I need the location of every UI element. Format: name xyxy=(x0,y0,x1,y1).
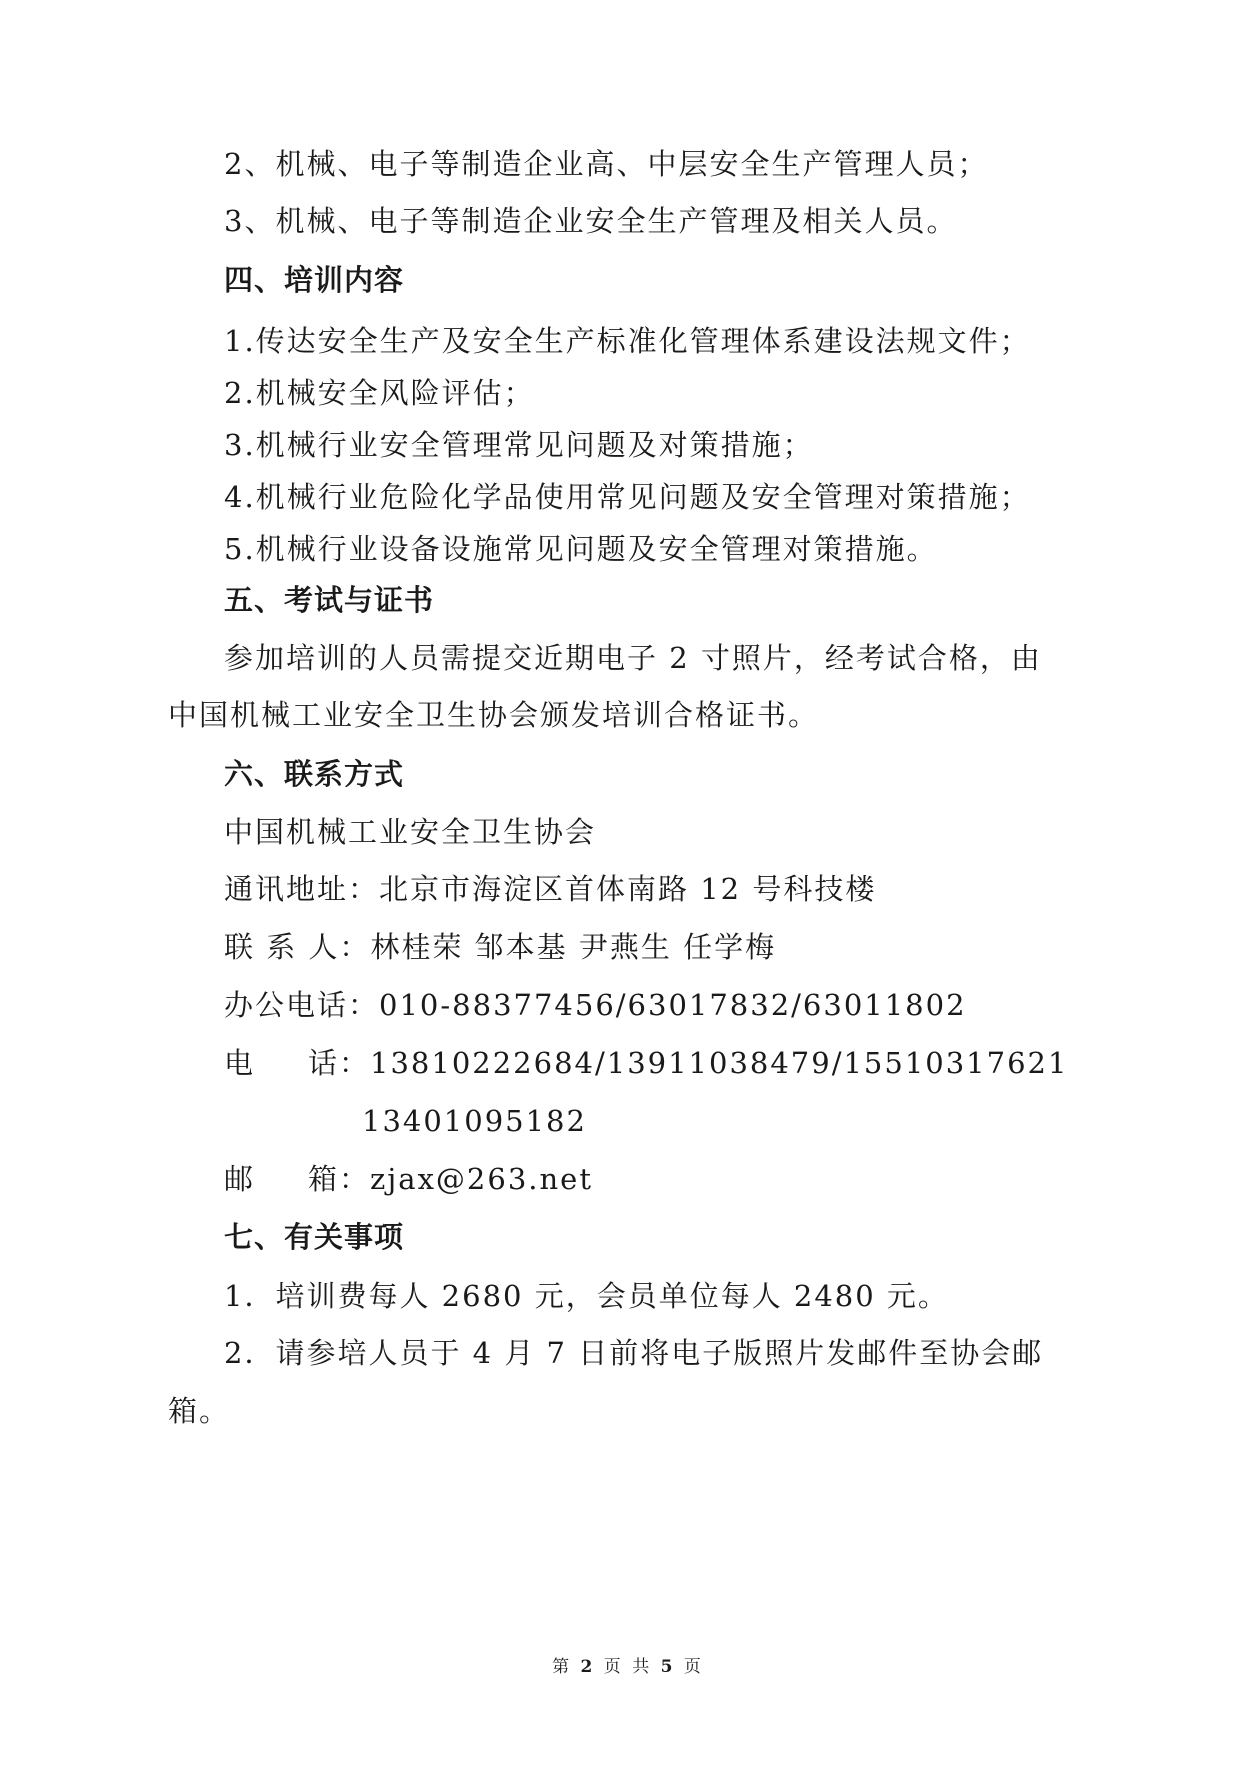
contact-person-row xyxy=(224,929,776,965)
address-label: 通讯地址： xyxy=(224,872,380,906)
target-line-3: 3、机械、电子等制造企业安全生产管理及相关人员。 xyxy=(224,204,958,238)
address-row xyxy=(224,871,876,907)
footer-total-pages: 5 xyxy=(660,1657,676,1677)
section7-item-2-line2: 箱。 xyxy=(168,1394,231,1428)
email-value: zjax@263.net xyxy=(370,1162,593,1196)
target-line-2: 2、机械、电子等制造企业高、中层安全生产管理人员； xyxy=(224,147,989,181)
email-label-char2: 箱： xyxy=(308,1162,371,1196)
section7-item-1: 1．培训费每人 2680 元，会员单位每人 2480 元。 xyxy=(224,1279,949,1313)
section5-heading: 五、考试与证书 xyxy=(224,583,435,617)
address-value: 北京市海淀区首体南路 12 号科技楼 xyxy=(379,872,877,906)
footer-prefix: 第 xyxy=(552,1657,573,1677)
section5-para-line1: 参加培训的人员需提交近期电子 2 寸照片，经考试合格，由 xyxy=(224,641,1042,675)
section4-item-2: 2.机械安全风险评估； xyxy=(224,376,535,410)
office-phone-label: 办公电话： xyxy=(224,988,380,1022)
section5-para-line2: 中国机械工业安全卫生协会颁发培训合格证书。 xyxy=(168,698,820,732)
contact-person-value: 林桂荣 邹本基 尹燕生 任学梅 xyxy=(370,930,777,964)
section4-item-1: 1.传达安全生产及安全生产标准化管理体系建设法规文件； xyxy=(224,324,1031,358)
section7-heading: 七、有关事项 xyxy=(224,1220,405,1254)
phone-label-char1: 电 xyxy=(224,1046,256,1080)
phone-row xyxy=(224,1045,1068,1081)
footer-middle: 页 共 xyxy=(603,1657,653,1677)
section4-item-4: 4.机械行业危险化学品使用常见问题及安全管理对策措施； xyxy=(224,480,1031,514)
page-footer xyxy=(0,1656,1256,1678)
phone-label-char2: 话： xyxy=(308,1046,371,1080)
section6-heading: 六、联系方式 xyxy=(224,757,405,791)
section7-item-2-line1: 2．请参培人员于 4 月 7 日前将电子版照片发邮件至协会邮 xyxy=(224,1336,1044,1370)
section4-item-5: 5.机械行业设备设施常见问题及安全管理对策措施。 xyxy=(224,532,938,566)
contact-person-label: 联 系 人： xyxy=(224,930,371,964)
footer-page-number: 2 xyxy=(580,1657,596,1677)
phone-value-cont: 13401095182 xyxy=(362,1104,587,1138)
office-phone-row xyxy=(224,987,967,1023)
section4-item-3: 3.机械行业安全管理常见问题及对策措施； xyxy=(224,428,814,462)
section4-heading: 四、培训内容 xyxy=(224,263,405,297)
phone-value: 13810222684/13911038479/15510317621 xyxy=(370,1046,1069,1080)
email-row xyxy=(224,1161,593,1197)
office-phone-value: 010-88377456/63017832/63011802 xyxy=(379,988,967,1022)
email-label-char1: 邮 xyxy=(224,1162,256,1196)
footer-suffix: 页 xyxy=(683,1657,704,1677)
contact-org: 中国机械工业安全卫生协会 xyxy=(224,815,597,849)
